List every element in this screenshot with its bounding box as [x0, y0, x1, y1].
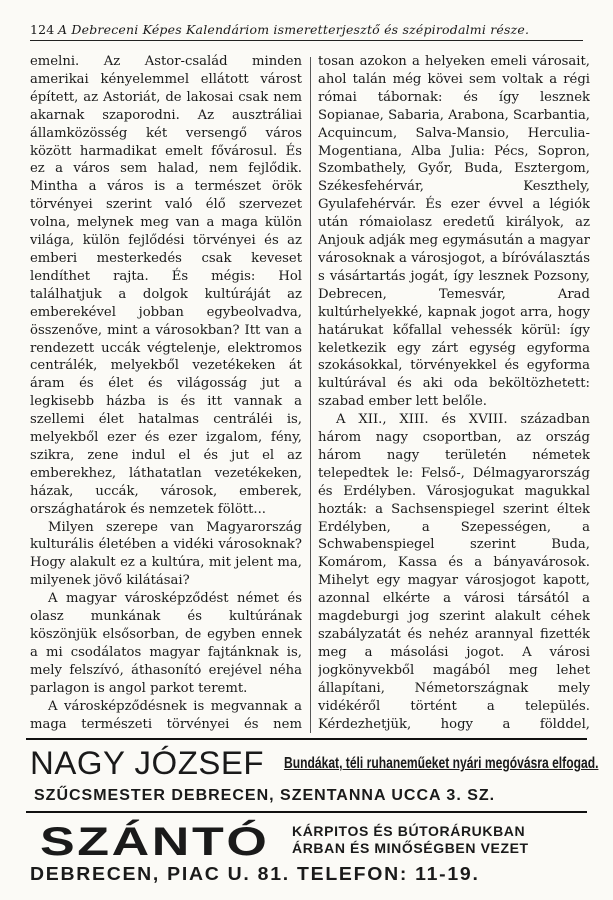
ad-trade-line: KÁRPITOS ÉS BÚTORÁRUKBAN: [292, 823, 526, 839]
right-column: [318, 53, 590, 733]
header-rule: [30, 40, 583, 41]
ad-divider: [26, 811, 587, 813]
paragraph: Milyen szerepe van Magyarország kulturális életében a vidéki városoknak? Hogy alakult ez a kultúra, mit jelent ma, milyenek jövő kilátásai?: [30, 519, 302, 589]
page-header: [30, 22, 583, 44]
ad-trade: [292, 823, 529, 857]
paragraph: A XII., XIII. és XVIII. században három nagy csoportban, az ország három nagy területén németek telepedtek le: Felső-, Délmagyarország és Erdélyben. Városjogukat magukkal hozták: a Sachsenspiegel szerint éltek Erdélyben, a Szepességen, a Schwabenspiegel szerint Buda, Komárom, Kassa és a bányavárosok. Mihelyt egy magyar városjogot kapott, azonnal elkérte a városi társától a magdeburgi jog szerint alakult céhek szabályzatát és nehéz arannyal fizették meg a másolási jogot. A városi jogkönyvekből magából meg lehet állapítani, Németországnak mely vidékéről történt a település. Kérdezhetjük, hogy a földdel,: [318, 412, 590, 732]
page-number: 124: [30, 22, 55, 37]
column-divider: [310, 57, 311, 733]
ad-nagy-jozsef: [30, 745, 599, 805]
paragraph: tosan azokon a helyeken emeli városait, ahol talán még kövei sem voltak a régi római tábornak: és így lesznek Sopianae, Sabaria, Arabona, Scarbantia, Acquincum, Salva-Mansio, Herculia-Mogentiana, Alba Julia: Pécs, Sopron, Szombathely, Győr, Buda, Esztergom, Székesfehérvár, Keszthely, Gyulafehérvár. És ezer évvel a légiók után rómaiolasz eredetű királyok, az Anjouk adják meg egymásután a magyar városoknak a városjogot, a bíróválasztás s vásártartás jogát, így lesznek Pozsony, Debrecen, Temesvár, Arad kultúrhelyekké, kapnak jogot arra, hogy határukat kőfallal vehessék körül: így keletkezik egy zárt egység egyforma szokásokkal, törvényekkel és egyforma kultúrával és aki oda beköltözhetett: szabad ember lett belőle.: [318, 54, 590, 410]
ad-address: DEBRECEN, PIAC U. 81. TELEFON: 11-19.: [30, 864, 480, 884]
ad-brand: SZÁNTÓ: [40, 820, 270, 864]
paragraph: A magyar városképződést német és olasz munkának és kultúrának köszönjük elsősorban, de egyben ennek a mi csodálatos magyar fajtánknak is, mely felszívó, áthasonító erejével néha parlagon is angol parkot teremt.: [30, 591, 302, 696]
ad-subline: SZŰCSMESTER DEBRECEN, SZENTANNA UCCA 3. SZ.: [34, 787, 496, 804]
ad-slogan: Bundákat, téli ruhaneműeket nyári megóvásra elfogad.: [284, 755, 599, 772]
running-title: A Debreceni Képes Kalendáriom ismeretterjesztő és szépirodalmi része.: [58, 22, 530, 37]
ad-szanto: [30, 818, 586, 888]
left-column: [30, 53, 302, 733]
ad-trade-line: ÁRBAN ÉS MINŐSÉGBEN VEZET: [292, 840, 529, 856]
paragraph: A városképződésnek is megvannak a maga természeti törvényei és nem: [30, 698, 302, 732]
ad-divider: [26, 738, 587, 740]
ad-name: NAGY JÓZSEF: [30, 745, 264, 781]
paragraph: emelni. Az Astor-család minden amerikai kényelemmel ellátott várost épített, az Astoriát, de lakosai csak nem akarnak szaporodni. Az ausztráliai államközösség két versengő város között harmadikat emelt fővárosul. És ez a város sem halad, nem fejlődik. Mintha a város is a természet örök törvényei szerint való élő szervezet volna, melynek meg van a maga külön világa, külön fejlődési törvényei és az emberi mesterkedés csak keveset lendíthet rajta. És mégis: Hol találhatjuk a dolgok kultúráját az emberekével jobban egybeolvadva, összenőve, mint a városokban? Itt van a rendezett uccák végtelenje, elektromos centrálék, melyekből vezetékeken át áram és élet és világosság jut a legkisebb házba is és itt vannak a szellemi élet hatalmas centráléi is, melyekből ezer és ezer izgalom, fény, szikra, zene indul el és jut el az emberekhez, láthatatlan vezetékeken, házak, uccák, városok, emberek, országhatárok és nemzetek fölött...: [30, 54, 302, 517]
